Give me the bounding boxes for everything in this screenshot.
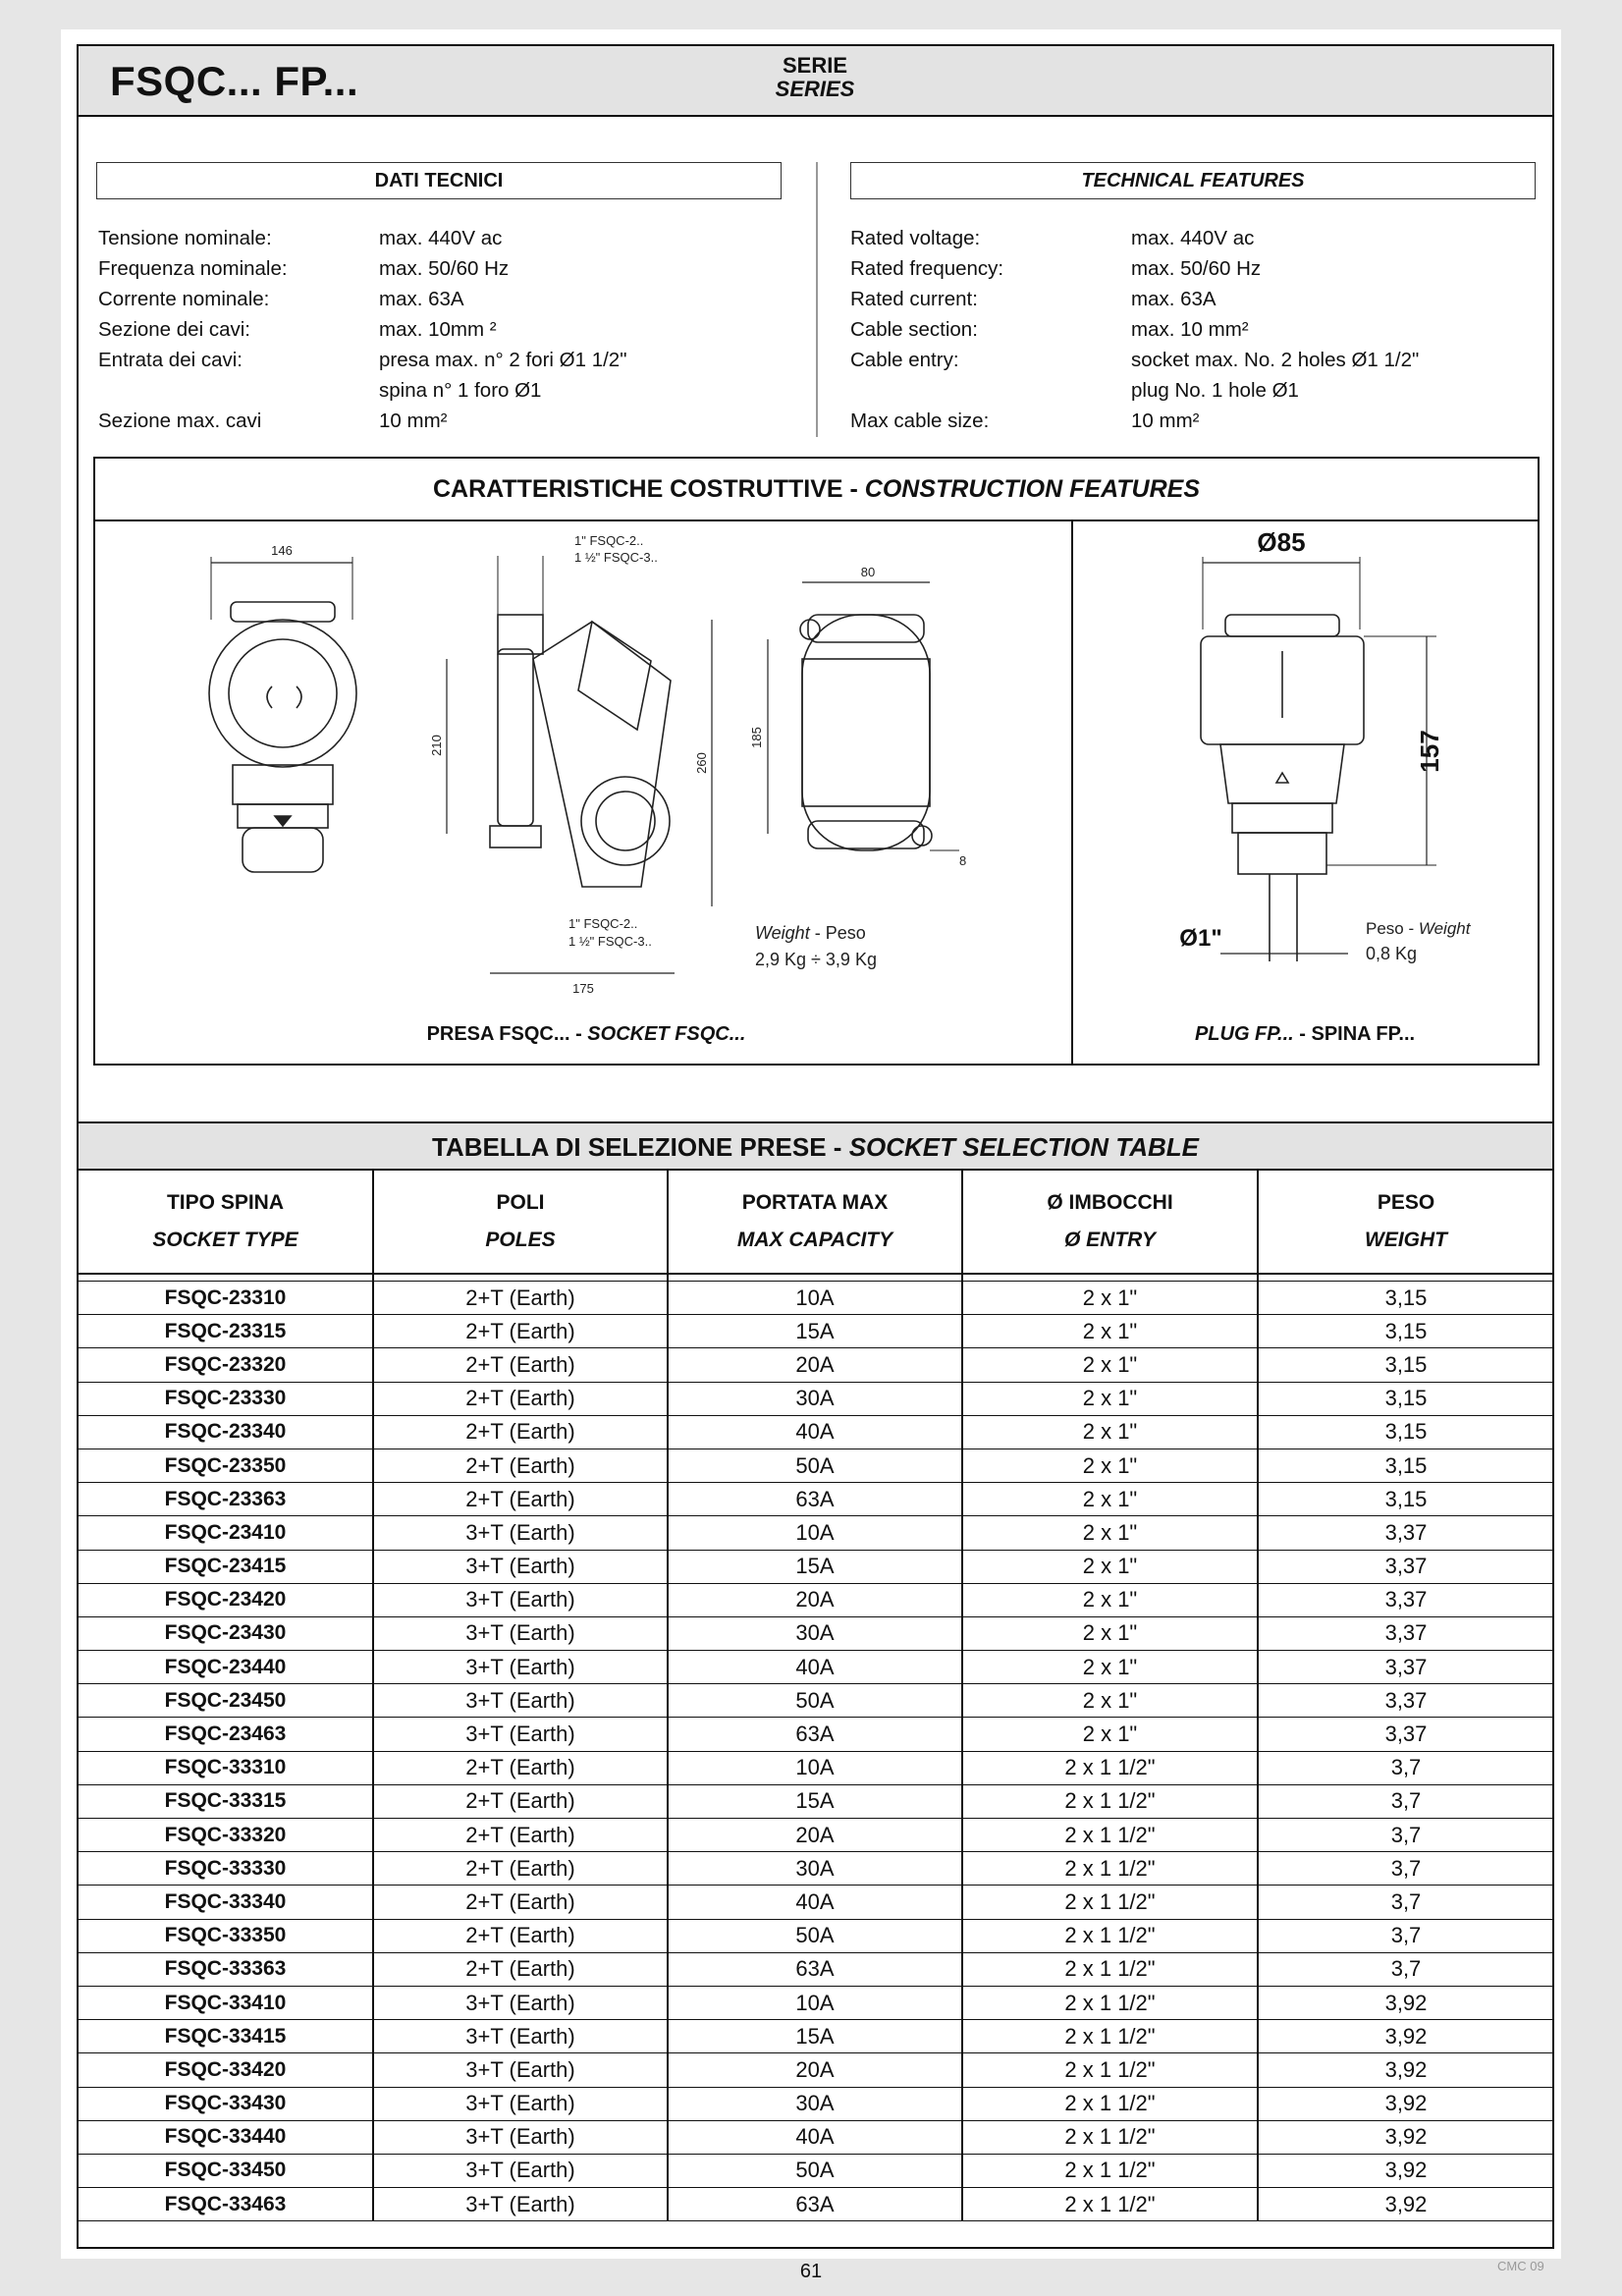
spacer-cell [962, 1274, 1258, 1282]
weight-cell: 3,15 [1258, 1348, 1553, 1382]
dim-210: 210 [429, 735, 444, 756]
table-row [79, 1852, 1553, 1886]
column-header [1258, 1171, 1553, 1274]
dati-row [98, 253, 626, 284]
tech-value: plug No. 1 hole Ø1 [1131, 379, 1299, 402]
socket-weight-en: Weight [755, 923, 810, 943]
column-header-it: Ø IMBOCCHI [1047, 1191, 1173, 1214]
socket-type-cell: FSQC-23363 [79, 1483, 373, 1516]
poles-cell: 3+T (Earth) [373, 2154, 668, 2187]
datasheet-frame [77, 44, 1554, 2249]
plug-weight-en: Weight [1418, 919, 1471, 938]
entry-cell: 2 x 1" [962, 1718, 1258, 1751]
entry-cell: 2 x 1" [962, 1550, 1258, 1583]
plug-caption [1195, 1023, 1415, 1045]
tech-key: Rated voltage: [850, 227, 981, 249]
tech-key: Rated frequency: [850, 257, 1004, 280]
socket-type-cell: FSQC-23420 [79, 1583, 373, 1616]
tech-key: Rated current: [850, 288, 978, 310]
weight-cell: 3,7 [1258, 1784, 1553, 1818]
dati-row [98, 345, 626, 375]
capacity-cell: 15A [668, 2020, 962, 2053]
dati-tecnici-label: DATI TECNICI [96, 162, 782, 199]
entry-cell: 2 x 1" [962, 1684, 1258, 1718]
capacity-cell: 30A [668, 1616, 962, 1650]
tech-value: max. 63A [1131, 288, 1216, 310]
poles-cell: 3+T (Earth) [373, 1651, 668, 1684]
dati-value: spina n° 1 foro Ø1 [379, 379, 542, 402]
table-row [79, 1315, 1553, 1348]
dati-row [98, 406, 626, 436]
selection-table-title [79, 1121, 1552, 1171]
tech-row [850, 253, 1419, 284]
column-header-it: PORTATA MAX [741, 1191, 889, 1214]
entry-cell: 2 x 1 1/2" [962, 1852, 1258, 1886]
weight-cell: 3,15 [1258, 1382, 1553, 1415]
weight-cell: 3,37 [1258, 1550, 1553, 1583]
entry-cell: 2 x 1 1/2" [962, 2120, 1258, 2154]
dati-row [98, 223, 626, 253]
dati-key: Entrata dei cavi: [98, 349, 243, 371]
dim-8: 8 [959, 853, 967, 868]
serie-label [756, 54, 874, 101]
plug-caption-it: - SPINA FP... [1293, 1023, 1416, 1045]
table-row [79, 1684, 1553, 1718]
table-row [79, 1886, 1553, 1919]
poles-cell: 2+T (Earth) [373, 1919, 668, 1952]
table-row [79, 1550, 1553, 1583]
socket-type-cell: FSQC-23430 [79, 1616, 373, 1650]
dati-key [98, 375, 379, 406]
entry-cell: 2 x 1 1/2" [962, 2188, 1258, 2221]
weight-cell: 3,37 [1258, 1651, 1553, 1684]
entry-cell: 2 x 1 1/2" [962, 1919, 1258, 1952]
table-row [79, 1415, 1553, 1449]
weight-cell: 3,15 [1258, 1415, 1553, 1449]
entry-cell: 2 x 1" [962, 1315, 1258, 1348]
poles-cell: 3+T (Earth) [373, 1616, 668, 1650]
tech-value: socket max. No. 2 holes Ø1 1/2" [1131, 349, 1420, 371]
tech-list [850, 223, 1419, 436]
socket-weight-label [755, 923, 866, 943]
table-row [79, 1348, 1553, 1382]
column-header-it: TIPO SPINA [166, 1191, 285, 1214]
table-row [79, 1282, 1553, 1315]
entry-cell: 2 x 1 1/2" [962, 2020, 1258, 2053]
socket-drawings [95, 521, 1071, 1064]
socket-type-cell: FSQC-23410 [79, 1516, 373, 1550]
weight-cell: 3,15 [1258, 1315, 1553, 1348]
capacity-cell: 10A [668, 1282, 962, 1315]
entry-bot-2: 1 ½" FSQC-3.. [568, 934, 652, 949]
poles-cell: 3+T (Earth) [373, 2053, 668, 2087]
socket-caption-en: SOCKET FSQC... [587, 1023, 746, 1045]
socket-rear-view [749, 565, 966, 868]
entry-top-1: 1" FSQC-2.. [574, 533, 644, 548]
column-header-en: WEIGHT [1365, 1229, 1447, 1251]
socket-type-cell: FSQC-23440 [79, 1651, 373, 1684]
entry-cell: 2 x 1" [962, 1282, 1258, 1315]
table-row [79, 2020, 1553, 2053]
poles-cell: 2+T (Earth) [373, 1449, 668, 1482]
plug-caption-en: PLUG FP... [1194, 1023, 1294, 1045]
capacity-cell: 30A [668, 1852, 962, 1886]
poles-cell: 3+T (Earth) [373, 1550, 668, 1583]
table-spacer-row [79, 1274, 1553, 1282]
column-header [962, 1171, 1258, 1274]
socket-type-cell: FSQC-23463 [79, 1718, 373, 1751]
table-row [79, 1651, 1553, 1684]
column-header-en: POLES [485, 1229, 556, 1251]
table-row [79, 2120, 1553, 2154]
construction-title-it: CARATTERISTICHE COSTRUTTIVE - [432, 475, 865, 503]
entry-cell: 2 x 1" [962, 1382, 1258, 1415]
poles-cell: 3+T (Earth) [373, 2020, 668, 2053]
capacity-cell: 15A [668, 1315, 962, 1348]
dati-row [98, 314, 626, 345]
table-row [79, 1483, 1553, 1516]
weight-cell: 3,37 [1258, 1718, 1553, 1751]
dati-key: Corrente nominale: [98, 288, 270, 310]
capacity-cell: 20A [668, 2053, 962, 2087]
weight-cell: 3,15 [1258, 1282, 1553, 1315]
tech-row [850, 314, 1419, 345]
table-row [79, 1449, 1553, 1482]
poles-cell: 2+T (Earth) [373, 1282, 668, 1315]
poles-cell: 2+T (Earth) [373, 1483, 668, 1516]
socket-type-cell: FSQC-33410 [79, 1986, 373, 2019]
spacer-cell [668, 1274, 962, 1282]
weight-cell: 3,92 [1258, 2154, 1553, 2187]
construction-title [95, 459, 1538, 521]
entry-cell: 2 x 1" [962, 1449, 1258, 1482]
capacity-cell: 63A [668, 2188, 962, 2221]
column-header-it: PESO [1377, 1191, 1435, 1214]
socket-type-cell: FSQC-23350 [79, 1449, 373, 1482]
table-row [79, 1919, 1553, 1952]
table-row [79, 1616, 1553, 1650]
dati-key: Tensione nominale: [98, 227, 272, 249]
dim-175: 175 [572, 981, 594, 996]
entry-cell: 2 x 1" [962, 1348, 1258, 1382]
poles-cell: 3+T (Earth) [373, 1718, 668, 1751]
weight-cell: 3,92 [1258, 2020, 1553, 2053]
weight-cell: 3,7 [1258, 1952, 1553, 1986]
poles-cell: 2+T (Earth) [373, 1315, 668, 1348]
capacity-cell: 20A [668, 1348, 962, 1382]
weight-cell: 3,37 [1258, 1516, 1553, 1550]
column-header-en: Ø ENTRY [1064, 1229, 1156, 1251]
tech-value: max. 10 mm² [1131, 318, 1249, 341]
entry-bot-1: 1" FSQC-2.. [568, 916, 638, 931]
weight-cell: 3,15 [1258, 1449, 1553, 1482]
dati-list [98, 223, 626, 436]
socket-type-cell: FSQC-23450 [79, 1684, 373, 1718]
table-row [79, 1784, 1553, 1818]
plug-weight-it: Peso - [1366, 919, 1419, 938]
spacer-cell [79, 1274, 373, 1282]
poles-cell: 2+T (Earth) [373, 1751, 668, 1784]
capacity-cell: 63A [668, 1952, 962, 1986]
socket-type-cell: FSQC-23415 [79, 1550, 373, 1583]
dim-80: 80 [860, 565, 876, 579]
entry-cell: 2 x 1" [962, 1516, 1258, 1550]
tech-value: 10 mm² [1131, 410, 1200, 432]
table-row [79, 2188, 1553, 2221]
socket-type-cell: FSQC-33330 [79, 1852, 373, 1886]
dim-260: 260 [694, 752, 709, 774]
entry-cell: 2 x 1" [962, 1415, 1258, 1449]
poles-cell: 3+T (Earth) [373, 2120, 668, 2154]
poles-cell: 3+T (Earth) [373, 2188, 668, 2221]
weight-cell: 3,37 [1258, 1684, 1553, 1718]
table-header-row [79, 1171, 1553, 1274]
poles-cell: 2+T (Earth) [373, 1852, 668, 1886]
entry-cell: 2 x 1" [962, 1651, 1258, 1684]
dati-value: max. 50/60 Hz [379, 257, 510, 280]
table-row [79, 1382, 1553, 1415]
selection-table [79, 1171, 1553, 2221]
tech-row [850, 284, 1419, 314]
weight-cell: 3,92 [1258, 1986, 1553, 2019]
entry-cell: 2 x 1 1/2" [962, 2053, 1258, 2087]
table-row [79, 1751, 1553, 1784]
serie-it: SERIE [782, 53, 848, 78]
tech-row [850, 345, 1419, 375]
socket-weight-it: - Peso [809, 923, 866, 943]
poles-cell: 3+T (Earth) [373, 1516, 668, 1550]
capacity-cell: 30A [668, 1382, 962, 1415]
column-header [668, 1171, 962, 1274]
poles-cell: 2+T (Earth) [373, 1382, 668, 1415]
tech-key: Cable entry: [850, 349, 959, 371]
entry-cell: 2 x 1" [962, 1583, 1258, 1616]
plug-weight-value: 0,8 Kg [1366, 944, 1418, 963]
capacity-cell: 40A [668, 1886, 962, 1919]
dati-value: max. 10mm ² [379, 318, 497, 341]
weight-cell: 3,7 [1258, 1852, 1553, 1886]
table-title-en: SOCKET SELECTION TABLE [848, 1132, 1199, 1162]
tech-key: Max cable size: [850, 410, 990, 432]
poles-cell: 3+T (Earth) [373, 1583, 668, 1616]
table-body [79, 1274, 1553, 2221]
column-header-en: MAX CAPACITY [736, 1229, 893, 1251]
socket-type-cell: FSQC-23340 [79, 1415, 373, 1449]
tech-row [850, 375, 1419, 406]
dati-key: Sezione dei cavi: [98, 318, 250, 341]
capacity-cell: 63A [668, 1718, 962, 1751]
socket-type-cell: FSQC-33430 [79, 2087, 373, 2120]
capacity-cell: 15A [668, 1550, 962, 1583]
capacity-cell: 50A [668, 1919, 962, 1952]
socket-type-cell: FSQC-23310 [79, 1282, 373, 1315]
poles-cell: 2+T (Earth) [373, 1819, 668, 1852]
entry-cell: 2 x 1 1/2" [962, 1886, 1258, 1919]
table-row [79, 1516, 1553, 1550]
table-row [79, 1718, 1553, 1751]
weight-cell: 3,92 [1258, 2087, 1553, 2120]
tech-key [850, 375, 1131, 406]
column-header-it: POLI [496, 1191, 545, 1214]
dati-value: presa max. n° 2 fori Ø1 1/2" [379, 349, 627, 371]
dati-value: 10 mm² [379, 410, 448, 432]
poles-cell: 3+T (Earth) [373, 1986, 668, 2019]
plug-diameter: Ø85 [1257, 527, 1306, 557]
doc-code: CMC 09 [1497, 2259, 1544, 2273]
weight-cell: 3,92 [1258, 2053, 1553, 2087]
weight-cell: 3,92 [1258, 2188, 1553, 2221]
weight-cell: 3,7 [1258, 1919, 1553, 1952]
plug-drawing [1073, 521, 1538, 1064]
entry-top-2: 1 ½" FSQC-3.. [574, 550, 658, 565]
socket-type-cell: FSQC-33350 [79, 1919, 373, 1952]
socket-type-cell: FSQC-33363 [79, 1952, 373, 1986]
capacity-cell: 20A [668, 1819, 962, 1852]
socket-type-cell: FSQC-23320 [79, 1348, 373, 1382]
dim-185: 185 [749, 727, 764, 748]
serie-en: SERIES [775, 77, 855, 101]
capacity-cell: 50A [668, 2154, 962, 2187]
weight-cell: 3,37 [1258, 1616, 1553, 1650]
socket-type-cell: FSQC-33440 [79, 2120, 373, 2154]
poles-cell: 2+T (Earth) [373, 1886, 668, 1919]
header-bar [79, 46, 1552, 117]
dim-146: 146 [271, 543, 293, 558]
table-row [79, 2154, 1553, 2187]
construction-panel [93, 457, 1540, 1066]
entry-cell: 2 x 1 1/2" [962, 1784, 1258, 1818]
tech-value: max. 50/60 Hz [1131, 257, 1262, 280]
table-row [79, 2053, 1553, 2087]
table-row [79, 1952, 1553, 1986]
table-row [79, 1986, 1553, 2019]
column-header [373, 1171, 668, 1274]
spacer-cell [1258, 1274, 1553, 1282]
socket-type-cell: FSQC-23330 [79, 1382, 373, 1415]
column-header [79, 1171, 373, 1274]
socket-type-cell: FSQC-33320 [79, 1819, 373, 1852]
construction-title-en: CONSTRUCTION FEATURES [864, 475, 1200, 503]
dati-key: Frequenza nominale: [98, 257, 288, 280]
socket-type-cell: FSQC-33450 [79, 2154, 373, 2187]
product-title: FSQC... FP... [110, 58, 359, 104]
weight-cell: 3,7 [1258, 1751, 1553, 1784]
table-row [79, 2087, 1553, 2120]
dati-value: max. 63A [379, 288, 464, 310]
capacity-cell: 20A [668, 1583, 962, 1616]
capacity-cell: 10A [668, 1516, 962, 1550]
entry-cell: 2 x 1 1/2" [962, 1952, 1258, 1986]
tech-key: Cable section: [850, 318, 978, 341]
dati-row [98, 284, 626, 314]
table-head [79, 1171, 1553, 1274]
socket-caption-it: PRESA FSQC... - [426, 1023, 588, 1045]
capacity-cell: 50A [668, 1684, 962, 1718]
entry-cell: 2 x 1 1/2" [962, 2087, 1258, 2120]
entry-cell: 2 x 1 1/2" [962, 2154, 1258, 2187]
table-row [79, 1819, 1553, 1852]
technical-features-label: TECHNICAL FEATURES [850, 162, 1536, 199]
plug-weight-label [1366, 919, 1472, 938]
weight-cell: 3,7 [1258, 1819, 1553, 1852]
spacer-cell [373, 1274, 668, 1282]
capacity-cell: 10A [668, 1986, 962, 2019]
entry-cell: 2 x 1" [962, 1483, 1258, 1516]
capacity-cell: 10A [668, 1751, 962, 1784]
socket-side-view [429, 533, 712, 996]
socket-caption [427, 1023, 746, 1045]
entry-cell: 2 x 1 1/2" [962, 1751, 1258, 1784]
dati-key: Sezione max. cavi [98, 410, 262, 432]
poles-cell: 2+T (Earth) [373, 1415, 668, 1449]
poles-cell: 2+T (Earth) [373, 1784, 668, 1818]
capacity-cell: 50A [668, 1449, 962, 1482]
column-header-en: SOCKET TYPE [152, 1229, 298, 1251]
tech-row [850, 223, 1419, 253]
socket-type-cell: FSQC-33340 [79, 1886, 373, 1919]
poles-cell: 3+T (Earth) [373, 1684, 668, 1718]
weight-cell: 3,15 [1258, 1483, 1553, 1516]
capacity-cell: 30A [668, 2087, 962, 2120]
plug-length: 157 [1415, 730, 1444, 773]
weight-cell: 3,92 [1258, 2120, 1553, 2154]
socket-type-cell: FSQC-33315 [79, 1784, 373, 1818]
socket-front-view [209, 543, 356, 872]
capacity-cell: 63A [668, 1483, 962, 1516]
weight-cell: 3,37 [1258, 1583, 1553, 1616]
socket-type-cell: FSQC-33420 [79, 2053, 373, 2087]
socket-weight-value: 2,9 Kg ÷ 3,9 Kg [755, 950, 877, 969]
socket-type-cell: FSQC-23315 [79, 1315, 373, 1348]
spec-divider [816, 162, 818, 437]
socket-type-cell: FSQC-33463 [79, 2188, 373, 2221]
capacity-cell: 40A [668, 1415, 962, 1449]
poles-cell: 3+T (Earth) [373, 2087, 668, 2120]
dati-value: max. 440V ac [379, 227, 503, 249]
entry-cell: 2 x 1 1/2" [962, 1819, 1258, 1852]
tech-row [850, 406, 1419, 436]
socket-type-cell: FSQC-33415 [79, 2020, 373, 2053]
socket-type-cell: FSQC-33310 [79, 1751, 373, 1784]
capacity-cell: 15A [668, 1784, 962, 1818]
capacity-cell: 40A [668, 2120, 962, 2154]
entry-cell: 2 x 1 1/2" [962, 1986, 1258, 2019]
table-row [79, 1583, 1553, 1616]
poles-cell: 2+T (Earth) [373, 1348, 668, 1382]
entry-cell: 2 x 1" [962, 1616, 1258, 1650]
plug-entry: Ø1" [1179, 925, 1222, 952]
capacity-cell: 40A [668, 1651, 962, 1684]
page-number: 61 [799, 2261, 823, 2282]
weight-cell: 3,7 [1258, 1886, 1553, 1919]
tech-value: max. 440V ac [1131, 227, 1255, 249]
table-title-it: TABELLA DI SELEZIONE PRESE - [431, 1132, 849, 1162]
poles-cell: 2+T (Earth) [373, 1952, 668, 1986]
dati-row [98, 375, 626, 406]
